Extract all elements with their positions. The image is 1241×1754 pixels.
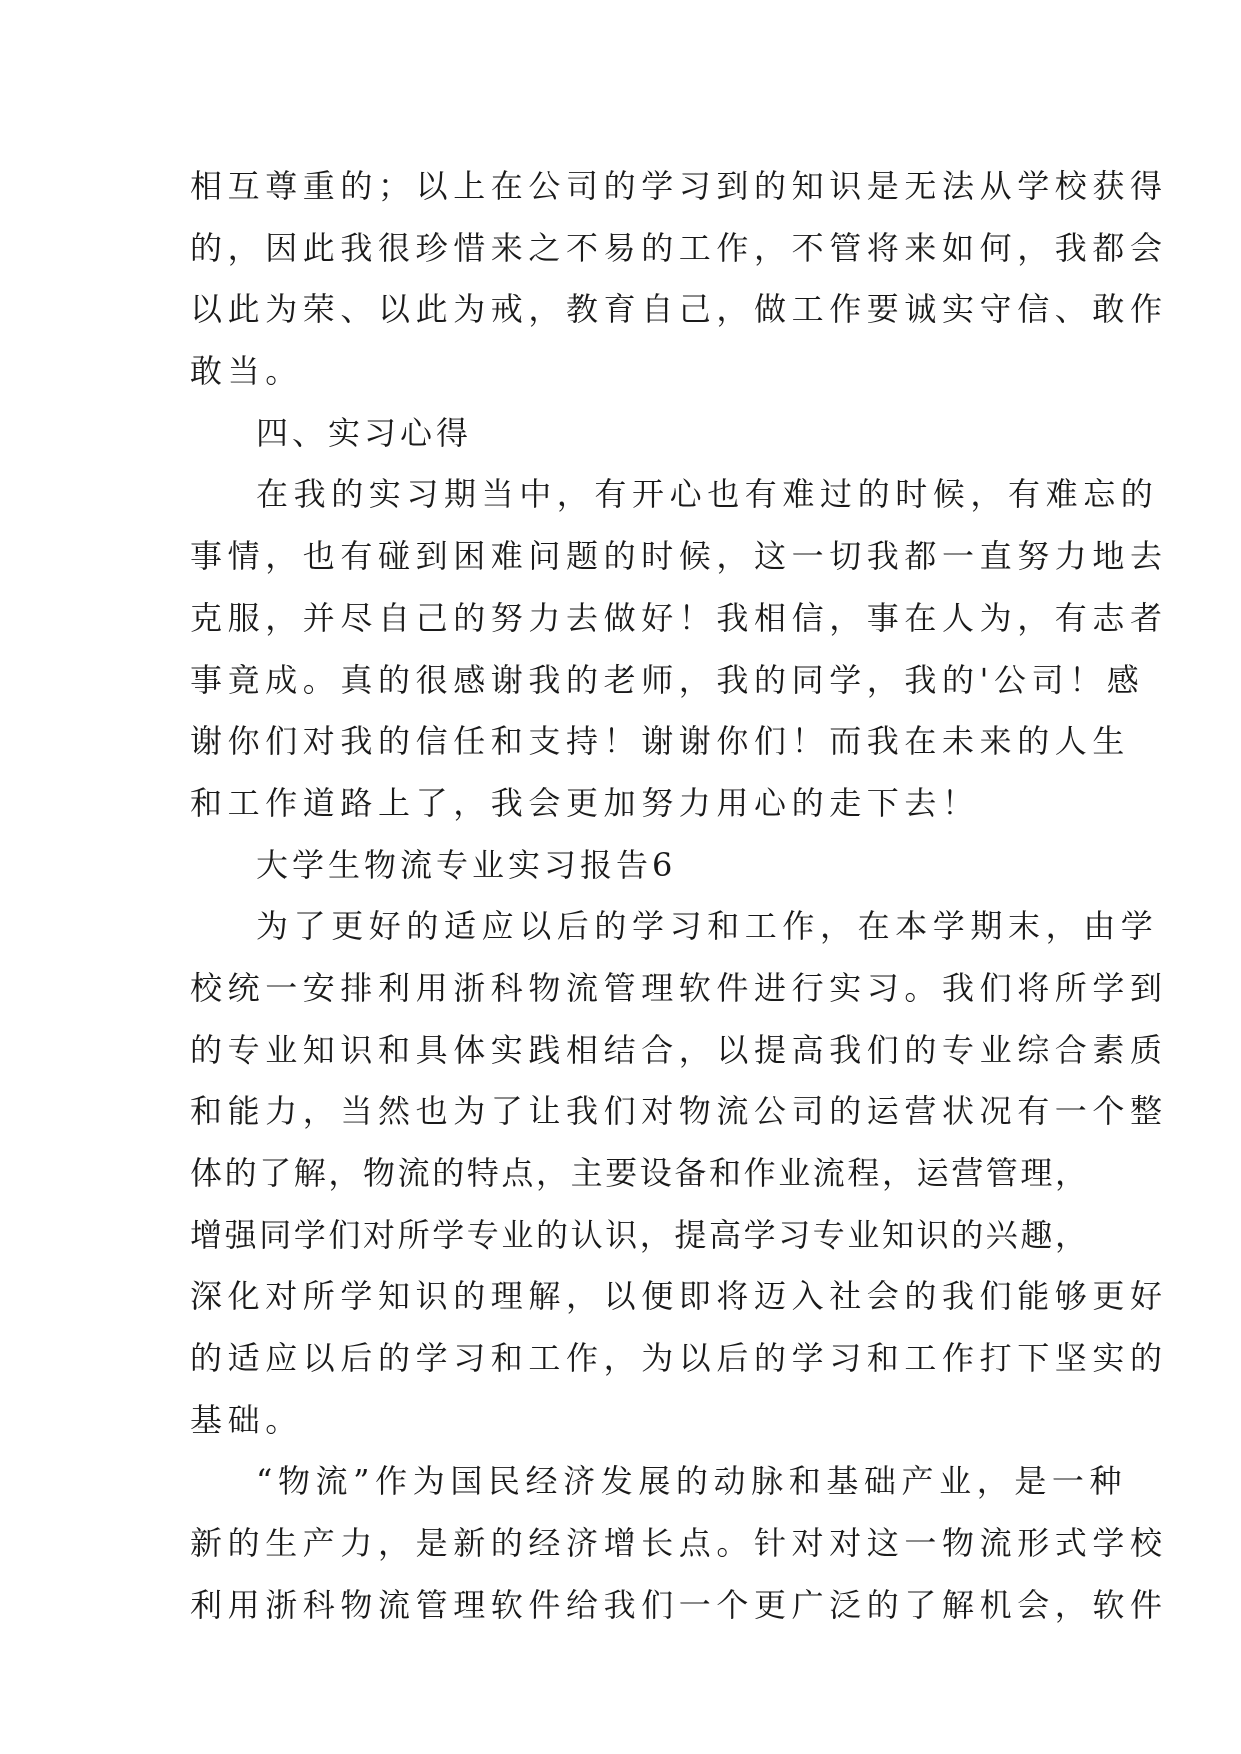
paragraph-line: 和能力，当然也为了让我们对物流公司的运营状况有一个整 bbox=[190, 1092, 1168, 1131]
paragraph-line: 增强同学们对所学专业的认识，提高学习专业知识的兴趣， bbox=[190, 1215, 1090, 1254]
paragraph-line: 校统一安排利用浙科物流管理软件进行实习。我们将所学到 bbox=[190, 968, 1168, 1007]
paragraph-line: 的适应以后的学习和工作，为以后的学习和工作打下坚实的 bbox=[190, 1339, 1168, 1378]
paragraph-line: 为了更好的适应以后的学习和工作，在本学期末，由学 bbox=[256, 907, 1159, 946]
paragraph-line: 的，因此我很珍惜来之不易的工作，不管将来如何，我都会 bbox=[190, 228, 1168, 267]
paragraph-line: 新的生产力，是新的经济增长点。针对对这一物流形式学校 bbox=[190, 1524, 1168, 1563]
paragraph-line: “物流”作为国民经济发展的动脉和基础产业，是一种 bbox=[256, 1462, 1128, 1501]
paragraph-line: 的专业知识和具体实践相结合，以提高我们的专业综合素质 bbox=[190, 1030, 1168, 1069]
paragraph-line: 谢你们对我的信任和支持！谢谢你们！而我在未来的人生 bbox=[190, 722, 1131, 761]
paragraph-line: 相互尊重的；以上在公司的学习到的知识是无法从学校获得 bbox=[190, 167, 1168, 205]
paragraph-line: 体的了解，物流的特点，主要设备和作业流程，运营管理， bbox=[190, 1154, 1090, 1192]
paragraph-line: 在我的实习期当中，有开心也有难过的时候，有难忘的 bbox=[256, 475, 1159, 514]
document-body bbox=[190, 156, 1168, 1637]
paragraph-line: 克服，并尽自己的努力去做好！我相信，事在人为，有志者 bbox=[190, 598, 1168, 637]
paragraph-line: 深化对所学知识的理解，以便即将迈入社会的我们能够更好 bbox=[190, 1277, 1168, 1316]
paragraph-line: 和工作道路上了，我会更加努力用心的走下去！ bbox=[190, 783, 980, 822]
report-title: 大学生物流专业实习报告6 bbox=[256, 845, 677, 884]
paragraph-line: 基础。 bbox=[190, 1400, 303, 1439]
paragraph-line: 敢当。 bbox=[190, 352, 303, 391]
section-heading: 四、实习心得 bbox=[256, 413, 473, 452]
paragraph-line: 事竟成。真的很感谢我的老师，我的同学，我的'公司！感 bbox=[190, 660, 1145, 699]
paragraph-line: 事情，也有碰到困难问题的时候，这一切我都一直努力地去 bbox=[190, 537, 1168, 576]
paragraph-line: 以此为荣、以此为戒，教育自己，做工作要诚实守信、敢作 bbox=[190, 290, 1168, 329]
paragraph-line: 利用浙科物流管理软件给我们一个更广泛的了解机会，软件 bbox=[190, 1585, 1168, 1624]
